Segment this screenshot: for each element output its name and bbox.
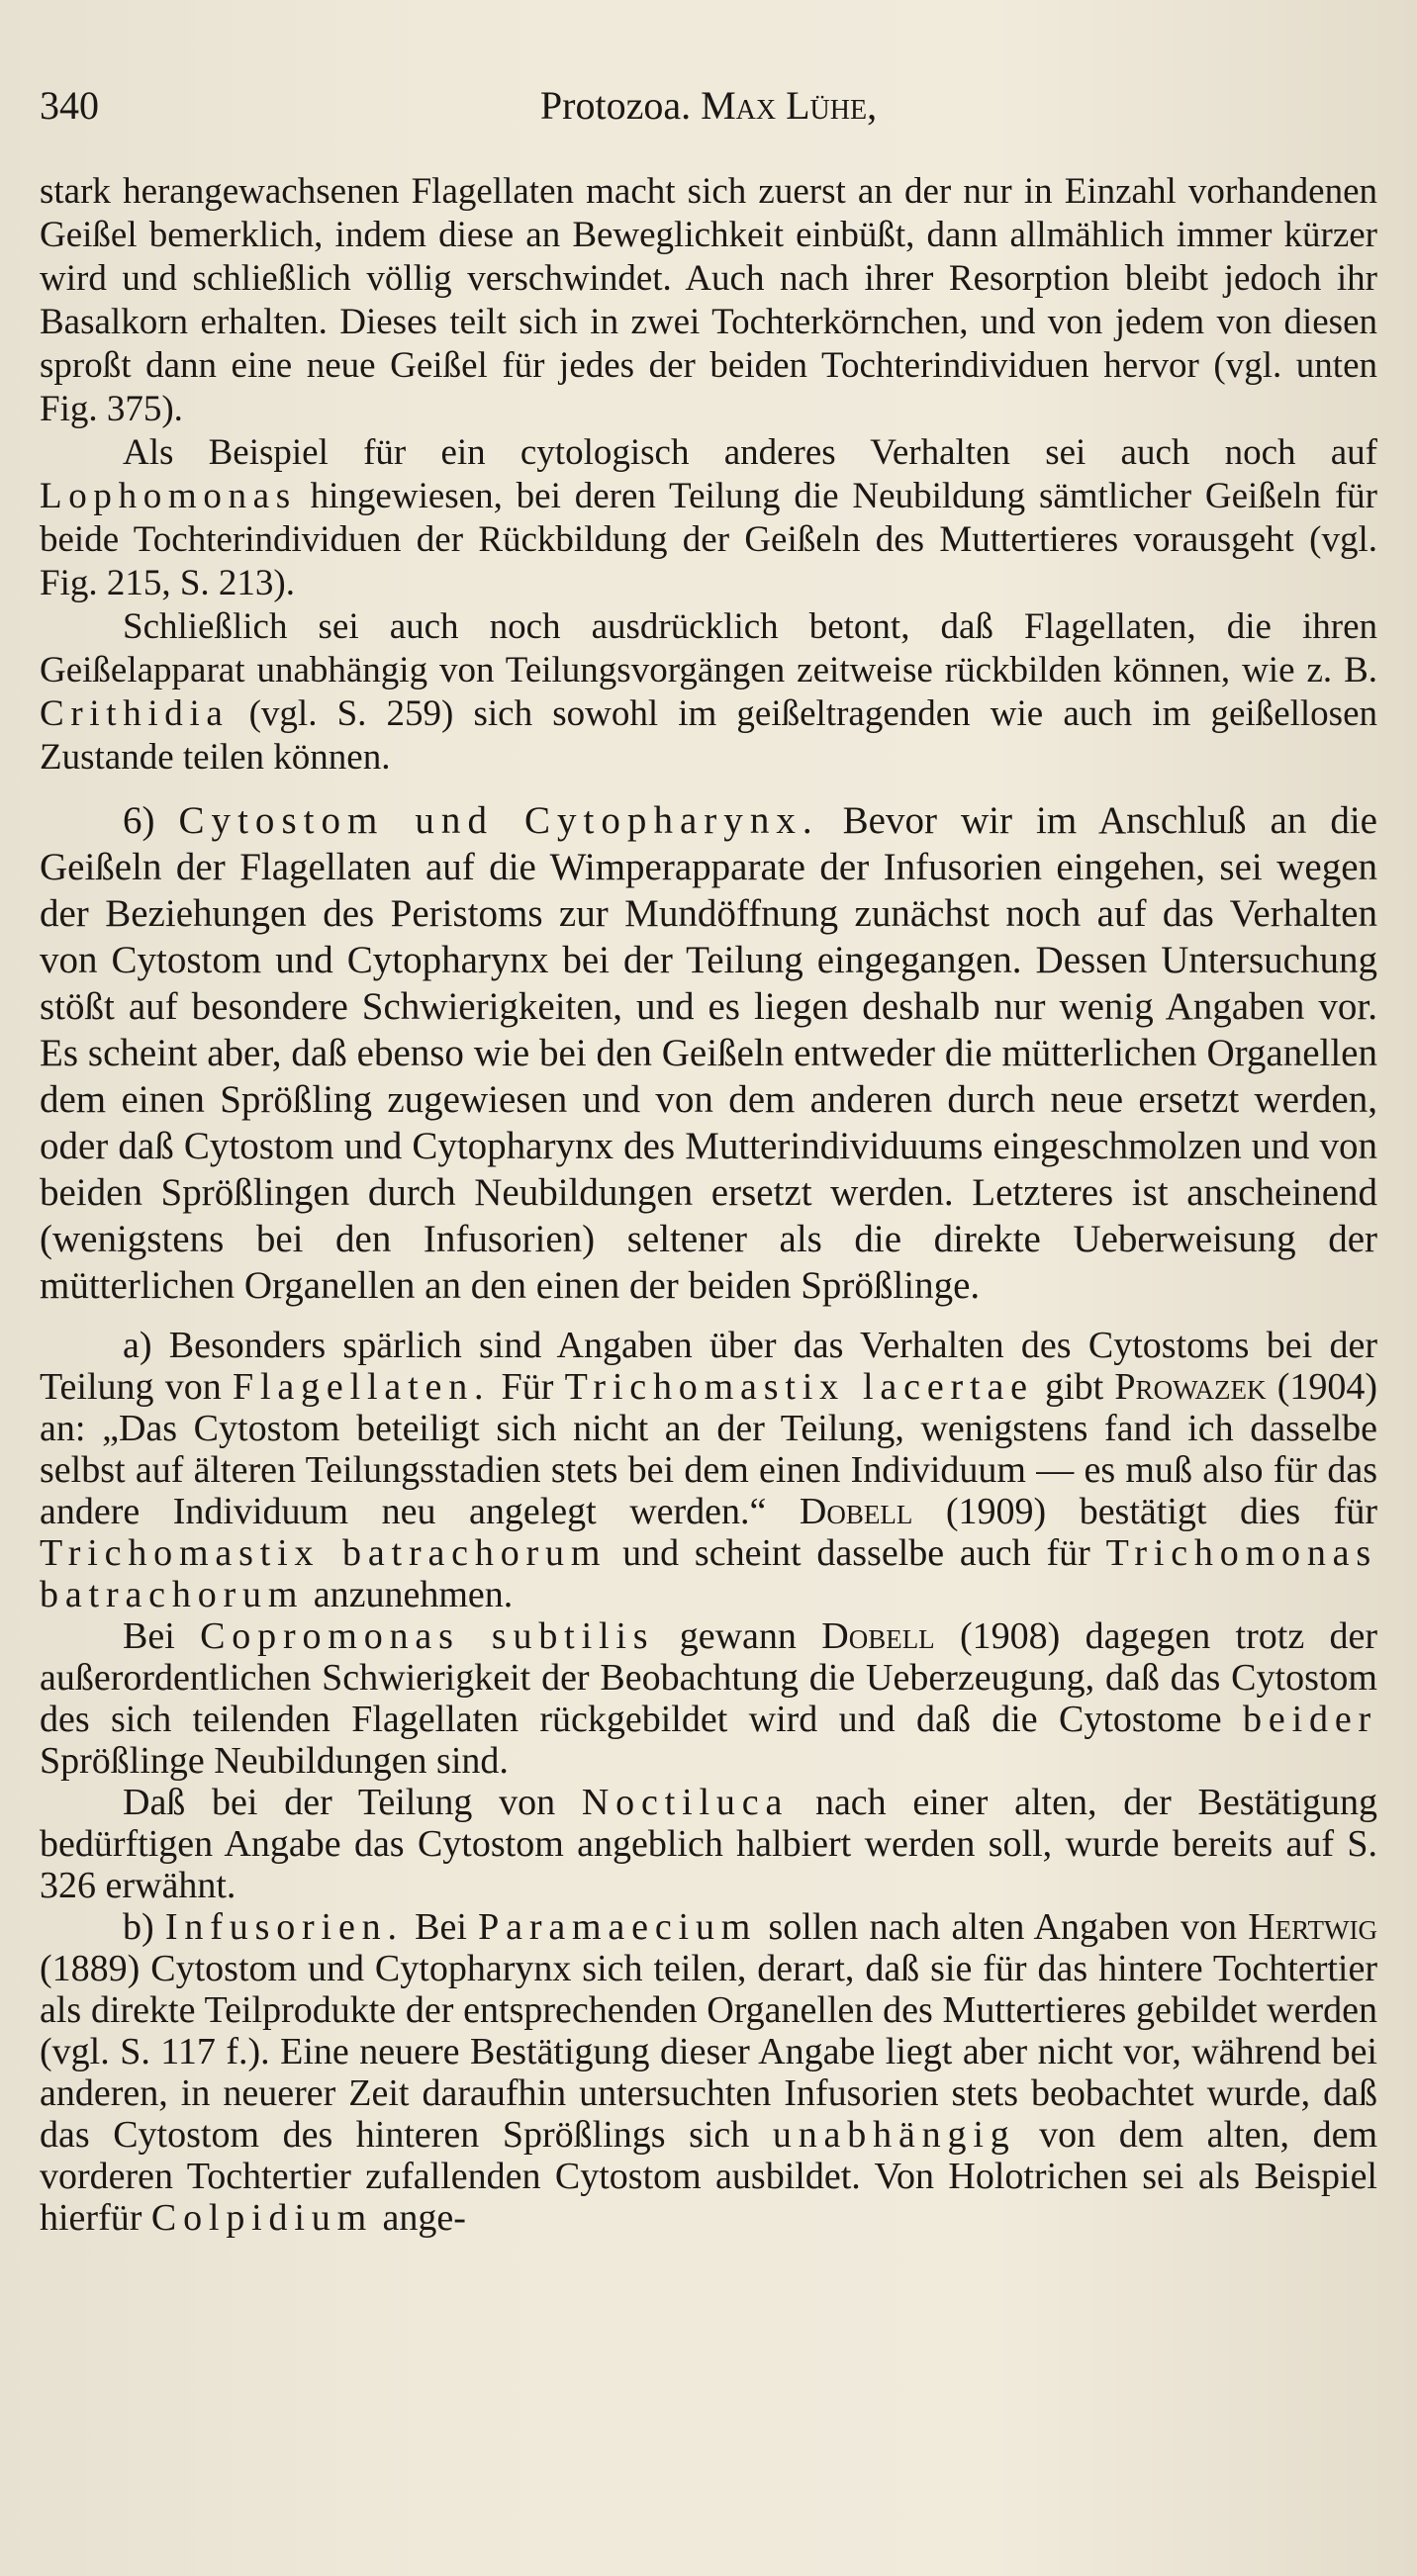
author-prowazek: Prowazek	[1114, 1366, 1267, 1408]
emphasis-beider: beider	[1243, 1699, 1378, 1740]
paragraph-text: ange-	[382, 2197, 466, 2239]
page-header	[40, 81, 1377, 131]
paragraph-text: Für	[501, 1366, 554, 1408]
paragraph-text: gibt	[1045, 1366, 1104, 1408]
paragraph-text: Schließlich sei auch noch ausdrücklich betont, daß Flagellaten, die ihren Geißelapparat unabhängig von Teilungsvorgängen zeitweise rückbilden können, wie z. B.	[40, 606, 1377, 690]
paragraph-text: Bevor wir im Anschluß an die Geißeln der Flagellaten auf die Wimperapparate der Infusorien eingehen, sei wegen der Beziehungen des Peristoms zur Mundöffnung zunächst noch auf das Verhalten von Cytostom und Cytopharynx bei der Teilung eingegangen. Dessen Untersuchung stößt auf besondere Schwierigkeiten, und es liegen deshalb nur wenig Angaben vor. Es scheint aber, daß ebenso wie bei den Geißeln entweder die mütterlichen Organellen dem einen Sprößling zugewiesen und von dem anderen durch neue ersetzt werden, oder daß Cytostom und Cytopharynx des Mutterindividuums eingeschmolzen und von beiden Sprößlingen durch Neubildungen ersetzt werden. Letzteres ist anscheinend (wenigstens bei den Infusorien) seltener als die direkte Ueberweisung der mütterlichen Organellen an den einen der beiden Sprößlinge.	[40, 799, 1377, 1307]
paragraph-text: Bei	[415, 1906, 467, 1948]
paragraph-flagellaten	[40, 1325, 1377, 1615]
section-number: 6)	[123, 799, 155, 842]
taxon-trichomonas-batrachorum: Trichomonas batrachorum	[40, 1532, 1378, 1615]
paragraph-text: (vgl. S. 259) sich sowohl im geißeltragenden wie auch im geißellosen Zustande teilen können.	[40, 693, 1377, 778]
section-flagellate-division	[40, 170, 1377, 780]
author-dobell: Dobell	[799, 1491, 913, 1532]
taxon-crithidia: Crithidia	[40, 693, 230, 734]
paragraph-noctiluca	[40, 1782, 1377, 1906]
author-hertwig: Hertwig	[1248, 1906, 1378, 1948]
subheading-flagellaten: Flagellaten.	[232, 1366, 491, 1408]
paragraph-text: und scheint dasselbe auch für	[622, 1532, 1090, 1574]
paragraph-continued	[40, 170, 1377, 431]
subheading-infusorien: Infusorien.	[164, 1906, 404, 1948]
paragraph-text: (1908) dagegen trotz der außerordentlichen Schwierigkeit der Beobachtung die Ueberzeugung, daß das Cytostom des sich teilenden Flagellaten rückgebildet wird und daß die Cytostome	[40, 1615, 1378, 1740]
paragraph-infusorien	[40, 1906, 1377, 2239]
author-dobell: Dobell	[821, 1615, 935, 1657]
taxon-trichomastix-lacertae: Trichomastix lacertae	[564, 1366, 1034, 1408]
paragraph-cytostom-intro	[40, 797, 1377, 1309]
section-flagellaten-infusorien	[40, 1325, 1377, 2239]
taxon-noctiluca: Noctiluca	[581, 1782, 790, 1823]
emphasis-unabhaengig: unabhängig	[772, 2114, 1016, 2156]
paragraph-text: Daß bei der Teilung von	[123, 1782, 556, 1823]
page-number: 340	[40, 83, 99, 128]
running-title-subject: Protozoa.	[539, 83, 692, 128]
taxon-colpidium: Colpidium	[150, 2197, 374, 2239]
paragraph-lophomonas	[40, 431, 1377, 605]
page-body	[40, 170, 1377, 2239]
paragraph-text: Als Beispiel für ein cytologisch anderes Verhalten sei auch noch auf	[123, 432, 1377, 473]
section-cytostom	[40, 797, 1377, 1309]
paragraph-text: (1904) an: „Das Cytostom beteiligt sich nicht an der Teilung, wenigstens fand ich dasselbe selbst auf älteren Teilungsstadien stets bei dem einen Individuum — es muß also für das andere Individuum neu angelegt werden.“	[40, 1366, 1378, 1532]
subsection-letter: b)	[123, 1906, 154, 1948]
paragraph-text: hingewiesen, bei deren Teilung die Neubildung sämtlicher Geißeln für beide Tochterindividuen der Rückbildung der Geißeln des Muttertieres vorausgeht (vgl. Fig. 215, S. 213).	[40, 476, 1377, 603]
paragraph-text: anzunehmen.	[313, 1574, 514, 1615]
taxon-trichomastix-batrachorum: Trichomastix batrachorum	[40, 1532, 608, 1574]
running-title	[40, 81, 1377, 131]
paragraph-text: a) Besonders spärlich sind Angaben über das Verhalten des Cytostoms bei der Teilung von	[40, 1325, 1377, 1408]
paragraph-crithidia	[40, 605, 1377, 780]
paragraph-copromonas	[40, 1615, 1377, 1782]
taxon-copromonas: Copromonas subtilis	[200, 1615, 655, 1657]
paragraph-text: Sprößlinge Neubildungen sind.	[40, 1740, 509, 1782]
paragraph-text: sollen nach alten Angaben von	[768, 1906, 1237, 1948]
section-heading: Cytostom und Cytopharynx.	[178, 799, 819, 842]
paragraph-text: nach einer alten, der Bestätigung bedürftigen Angabe das Cytostom angeblich halbiert werden soll, wurde bereits auf S. 326 erwähnt.	[40, 1782, 1378, 1906]
paragraph-text: (1909) bestätigt dies für	[945, 1491, 1377, 1532]
taxon-lophomonas: Lophomonas	[40, 476, 297, 516]
running-title-author: Max Lühe,	[701, 83, 878, 128]
taxon-paramaecium: Paramaecium	[478, 1906, 758, 1948]
paragraph-text: (1889) Cytostom und Cytopharynx sich teilen, derart, daß sie für das hintere Tochtertier als direkte Teilprodukte der entsprechenden Organellen des Muttertieres gebildet werden (vgl. S. 117 f.). Eine neuere Bestätigung dieser Angabe liegt aber nicht vor, während bei anderen, in neuerer Zeit daraufhin untersuchten Infusorien stets beobachtet wurde, daß das Cytostom des hinteren Sprößlings sich	[40, 1948, 1377, 2156]
paragraph-text: Bei	[123, 1615, 175, 1657]
paragraph-text: von dem alten, dem vorderen Tochtertier zufallenden Cytostom ausbildet. Von Holotrichen sei als Beispiel hierfür	[40, 2114, 1378, 2239]
paragraph-text: stark herangewachsenen Flagellaten macht sich zuerst an der nur in Einzahl vorhandenen Geißel bemerklich, indem diese an Beweglichkeit einbüßt, dann allmählich immer kürzer wird und schließlich völlig verschwindet. Auch nach ihrer Resorption bleibt jedoch ihr Basalkorn erhalten. Dieses teilt sich in zwei Tochterkörnchen, und von jedem von diesen sproßt dann eine neue Geißel für jedes der beiden Tochterindividuen hervor (vgl. unten Fig. 375).	[40, 171, 1377, 429]
paragraph-text: gewann	[679, 1615, 797, 1657]
